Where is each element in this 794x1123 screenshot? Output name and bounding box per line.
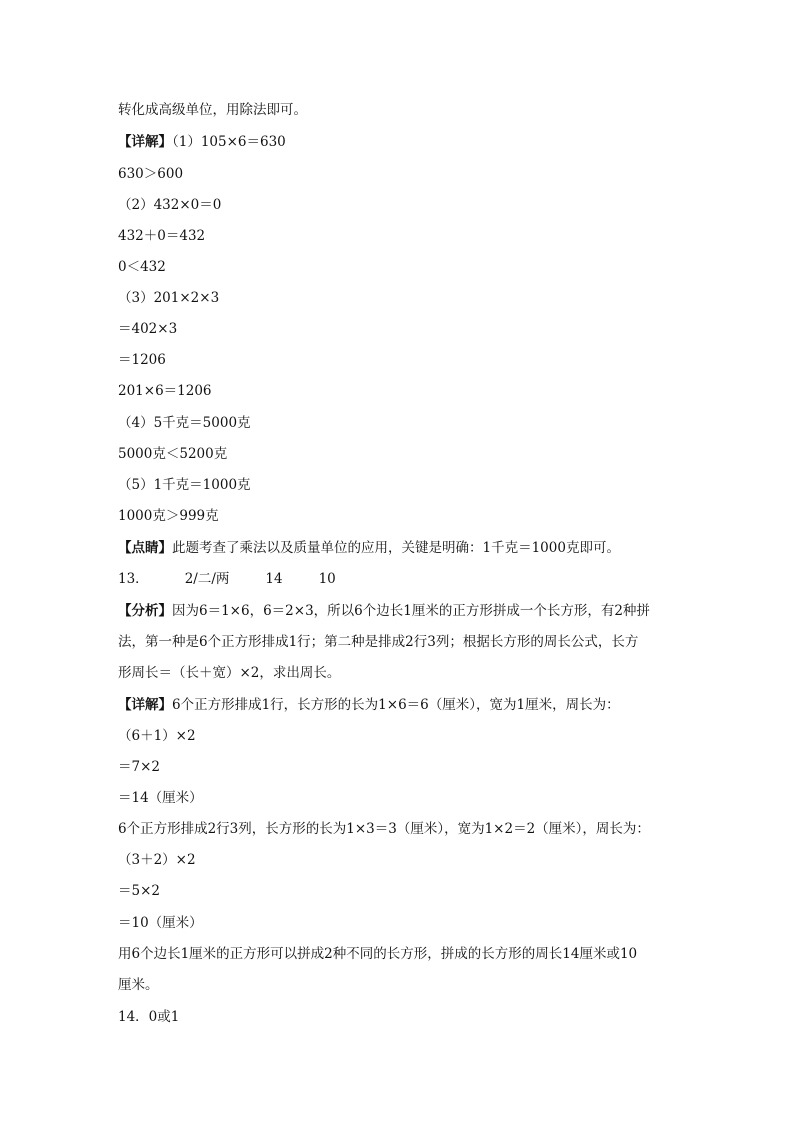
text-line (118, 726, 196, 746)
text-line (118, 319, 177, 339)
line-text: ＝1206 (118, 352, 166, 368)
question-answer-line (118, 1007, 179, 1027)
section-tag: 【点睛】 (118, 540, 172, 556)
line-text: （2）432×0＝0 (118, 197, 222, 213)
line-text: 6个正方形排成2行3列，长方形的长为1×3＝3（厘米），宽为1×2＝2（厘米），周长为： (118, 821, 650, 837)
text-line (118, 444, 227, 464)
text-line (118, 757, 160, 777)
text-line (118, 788, 203, 808)
section-tag: 【详解】 (118, 697, 172, 713)
text-line (118, 164, 183, 184)
line-text: 法，第一种是6个正方形排成1行；第二种是排成2行3列；根据长方形的周长公式，长方 (118, 634, 639, 650)
analysis-line (118, 601, 650, 621)
line-text: 5000克＜5200克 (118, 446, 228, 462)
text-line (118, 226, 205, 246)
text-line (118, 975, 159, 995)
line-text: 14．0或1 (118, 1009, 180, 1025)
text-line (118, 413, 251, 433)
question-number: 13． (118, 571, 149, 587)
line-text: （1）105×6＝630 (172, 134, 286, 150)
line-text: ＝14（厘米） (118, 790, 203, 806)
text-line (118, 257, 166, 277)
text-line (118, 381, 212, 401)
text-line (118, 350, 166, 370)
line-text: 厘米。 (118, 977, 159, 993)
line-text: 因为6＝1×6，6＝2×3，所以6个边长1厘米的正方形拼成一个长方形，有2种拼 (172, 603, 650, 619)
text-line (118, 475, 251, 495)
line-text: 201×6＝1206 (118, 383, 212, 399)
section-tag: 【分析】 (118, 603, 172, 619)
line-text: 此题考查了乘法以及质量单位的应用，关键是明确：1千克＝1000克即可。 (172, 540, 620, 556)
text-line (118, 632, 638, 652)
text-line (118, 100, 307, 120)
text-line (118, 944, 637, 964)
answer-blank: 2/二/两 (184, 571, 230, 587)
line-text: 630＞600 (118, 166, 184, 182)
line-text: 432＋0＝432 (118, 228, 206, 244)
line-text: 0＜432 (118, 259, 166, 275)
section-tag: 【详解】 (118, 134, 172, 150)
detail-line (118, 695, 620, 715)
line-text: （3＋2）×2 (118, 852, 196, 868)
text-line (118, 913, 203, 933)
line-text: （3）201×2×3 (118, 290, 220, 306)
answer-blank: 10 (318, 571, 336, 587)
line-text: 用6个边长1厘米的正方形可以拼成2种不同的长方形，拼成的长方形的周长14厘米或10 (118, 946, 638, 962)
line-text: 转化成高级单位，用除法即可。 (118, 102, 307, 118)
text-line (118, 506, 219, 526)
line-text: 形周长＝（长＋宽）×2，求出周长。 (118, 665, 341, 681)
line-text: （4）5千克＝5000克 (118, 415, 251, 431)
text-line (118, 195, 221, 215)
detail-line (118, 132, 286, 152)
line-text: ＝402×3 (118, 321, 178, 337)
line-text: ＝7×2 (118, 759, 160, 775)
text-line (118, 850, 196, 870)
line-text: （5）1千克＝1000克 (118, 477, 251, 493)
text-line (118, 819, 650, 839)
question-answer-line (118, 569, 336, 589)
line-text: ＝10（厘米） (118, 915, 203, 931)
text-line (118, 881, 160, 901)
line-text: ＝5×2 (118, 883, 160, 899)
line-text: （6＋1）×2 (118, 728, 196, 744)
answer-blank: 14 (265, 571, 283, 587)
text-line (118, 288, 219, 308)
comment-line (118, 538, 620, 558)
line-text: 1000克＞999克 (118, 508, 219, 524)
text-line (118, 663, 340, 683)
line-text: 6个正方形排成1行，长方形的长为1×6＝6（厘米），宽为1厘米，周长为： (172, 697, 620, 713)
